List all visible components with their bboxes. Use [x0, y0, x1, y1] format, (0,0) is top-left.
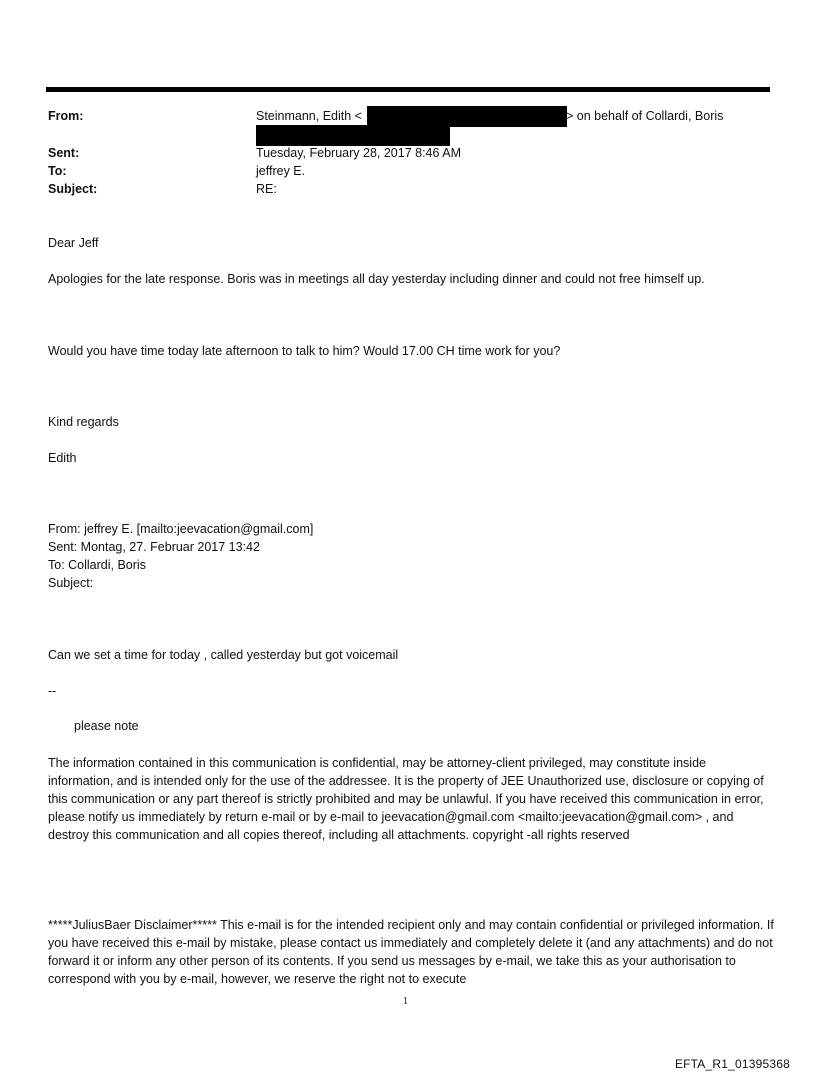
to-value: jeffrey E. — [256, 164, 306, 178]
bates-stamp: EFTA_R1_01395368 — [674, 1057, 790, 1071]
confidentiality-notice: The information contained in this communication is confidential, may be attorney-client privileged, may constitute inside information, and is intended only for the use of the addressee. It is the property of JEE Unauthorized use, disclosure or copying of this communication or any part thereof is strictly prohibited and may be unlawful. If you have received this communication in error, please notify us immediately by return e-mail or by e-mail to jeevacation@gmail.com <mailto:jeevacation@gmail.com> , and destroy this communication and all copies thereof, including all attachments. copyright -all rights reserved — [48, 756, 764, 842]
quoted-message: Can we set a time for today , called yesterday but got voicemail — [48, 648, 399, 662]
quoted-sent: Sent: Montag, 27. Februar 2017 13:42 — [48, 540, 260, 554]
sent-value: Tuesday, February 28, 2017 8:46 AM — [256, 146, 461, 160]
closing: Kind regards — [48, 415, 119, 429]
subject-label: Subject: — [48, 182, 98, 196]
redaction-bar — [256, 125, 450, 146]
from-suffix: > on behalf of Collardi, Boris — [566, 109, 724, 123]
subject-value: RE: — [256, 182, 277, 196]
from-label: From: — [48, 109, 84, 123]
quoted-to: To: Collardi, Boris — [48, 558, 146, 572]
note-heading: please note — [74, 719, 139, 733]
to-label: To: — [48, 164, 67, 178]
greeting: Dear Jeff — [48, 236, 99, 250]
signature-separator: -- — [48, 684, 57, 698]
from-name: Steinmann, Edith < — [256, 109, 362, 123]
bank-disclaimer: *****JuliusBaer Disclaimer***** This e-mail is for the intended recipient only and may contain confidential or privileged information. If you have received this e-mail by mistake, please contact us immediately and completely delete it (and any attachments) and do not forward it or inform any other person of its contents. If you send us messages by e-mail, we take this as your authorisation to correspond with you by e-mail, however, we reserve the right not to execute — [48, 918, 774, 986]
body-paragraph: Would you have time today late afternoon to talk to him? Would 17.00 CH time work for you? — [48, 344, 561, 358]
header-rule — [46, 87, 770, 92]
quoted-subject: Subject: — [48, 576, 94, 590]
body-paragraph: Apologies for the late response. Boris was in meetings all day yesterday including dinner and could not free himself up. — [48, 272, 705, 286]
sent-label: Sent: — [48, 146, 80, 160]
page-number: 1 — [403, 996, 408, 1007]
quoted-from: From: jeffrey E. [mailto:jeevacation@gmail.com] — [48, 522, 314, 536]
redaction-bar — [367, 106, 567, 127]
signature: Edith — [48, 451, 77, 465]
